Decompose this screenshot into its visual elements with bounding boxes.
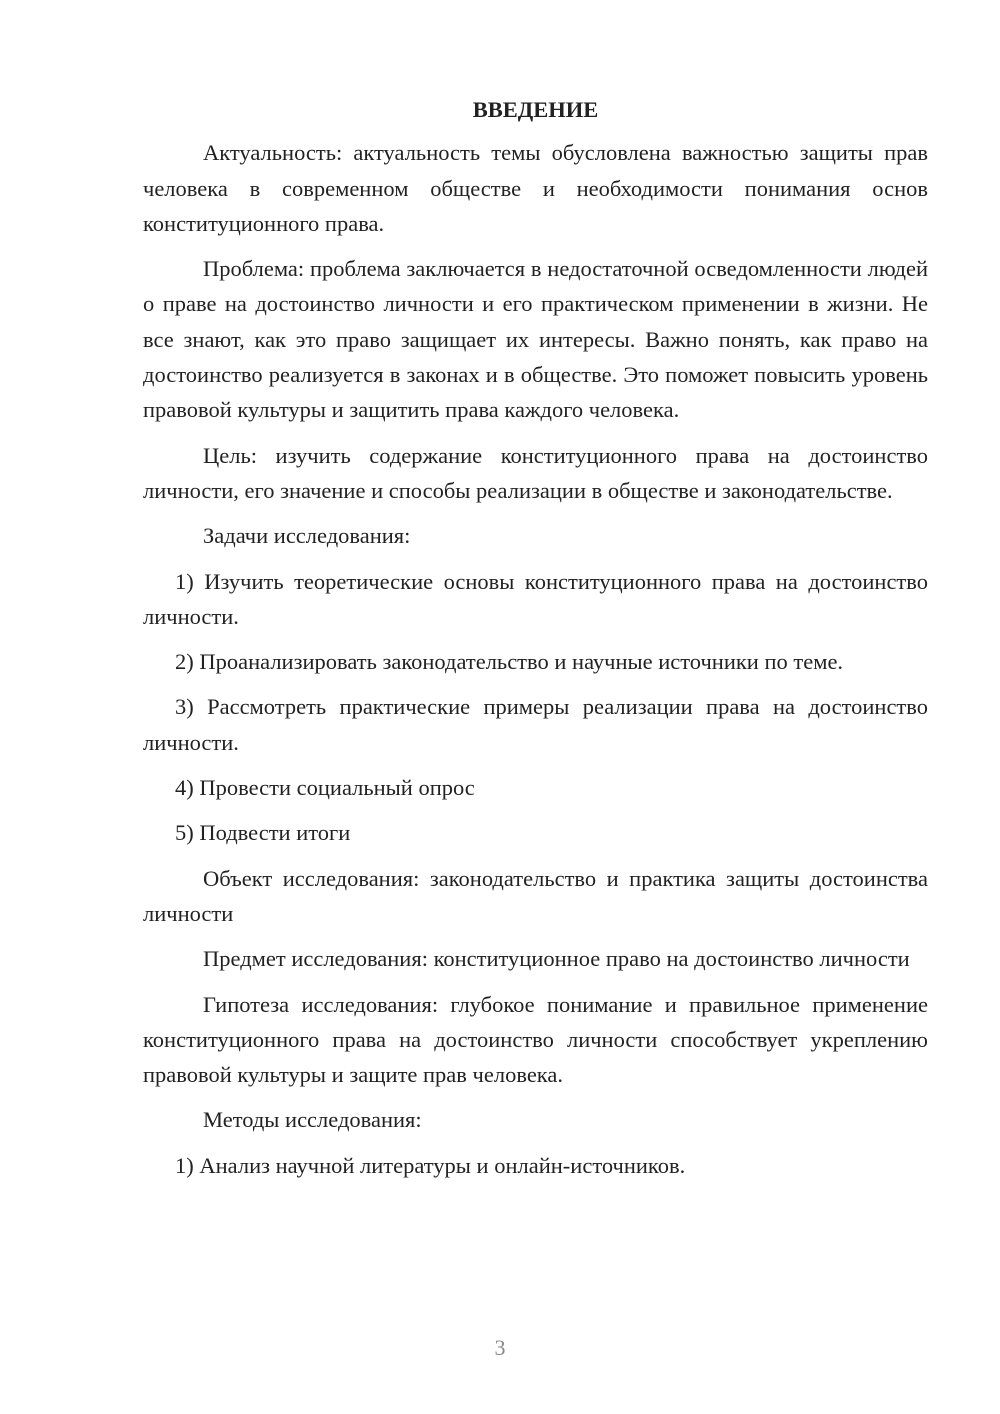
subject-paragraph: Предмет исследования: конституционное право на достоинство личности: [203, 946, 910, 972]
task-item-5: 5) Подвести итоги: [175, 820, 351, 846]
methods-heading: Методы исследования:: [203, 1107, 422, 1133]
page-number: 3: [494, 1335, 506, 1360]
hypothesis-paragraph: Гипотеза исследования: глубокое понимание и правильное применение конституционного права на достоинство личности способствует укреплению правовой культуры и защите прав человека.: [143, 991, 928, 1088]
task-item-4: 4) Провести социальный опрос: [175, 775, 475, 801]
task-item-2: 2) Проанализировать законодательство и научные источники по теме.: [175, 649, 844, 675]
task-item-1: 1) Изучить теоретические основы конституционного права на достоинство личности.: [143, 568, 928, 629]
object-paragraph: Объект исследования: законодательство и практика защиты достоинства личности: [143, 865, 928, 926]
task-item-3: 3) Рассмотреть практические примеры реализации права на достоинство личности.: [143, 694, 928, 755]
method-item-1: 1) Анализ научной литературы и онлайн-источников.: [175, 1152, 686, 1178]
problem-paragraph: Проблема: проблема заключается в недостаточной осведомленности людей о праве на достоинство личности и его практическом применении в жизни. Не все знают, как это право защищает их интересы. Важно понять, как право на достоинство реализуется в законах и в обществе. Это поможет повысить уровень правовой культуры и защитить права каждого человека.: [143, 256, 928, 423]
section-title: ВВЕДЕНИЕ: [472, 97, 599, 122]
goal-paragraph: Цель: изучить содержание конституционного права на достоинство личности, его значение и способы реализации в обществе и законодательстве.: [143, 442, 928, 503]
relevance-paragraph: Актуальность: актуальность темы обусловлена важностью защиты прав человека в современном обществе и необходимости понимания основ конституционного права.: [143, 140, 928, 236]
tasks-heading: Задачи исследования:: [203, 523, 411, 549]
document-page: [143, 92, 928, 1193]
